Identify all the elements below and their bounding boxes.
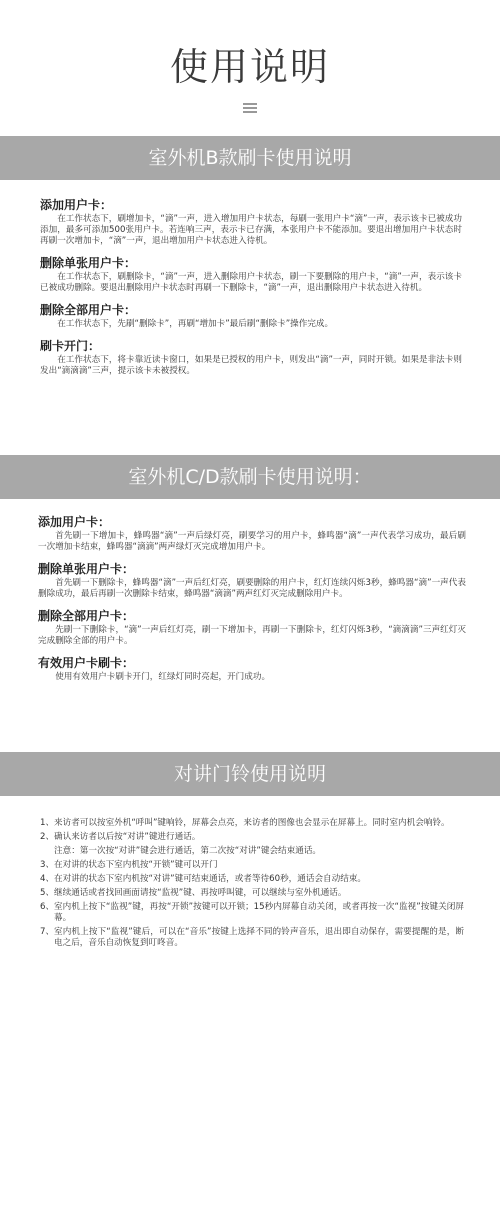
- section-banner: 室外机C/D款刷卡使用说明：: [0, 455, 500, 499]
- instruction-block: [40, 339, 462, 377]
- list-item: [40, 874, 464, 885]
- list-number: 6、: [40, 902, 55, 912]
- list-item: [40, 902, 464, 924]
- instruction-block: [40, 256, 462, 294]
- block-heading: 添加用户卡：: [38, 515, 111, 529]
- block-body: 使用有效用户卡刷卡开门，红绿灯同时亮起，开门成功。: [55, 672, 271, 682]
- list-item: [40, 927, 464, 949]
- page-title: 使用说明: [169, 45, 330, 89]
- list-number: 4、: [40, 874, 55, 884]
- list-item: [40, 832, 464, 843]
- section-banner: 室外机B款刷卡使用说明: [0, 136, 500, 180]
- block-heading: 有效用户卡刷卡：: [38, 656, 135, 670]
- list-number: 5、: [40, 888, 55, 898]
- list-text: 来访者可以按室外机“呼叫”键响铃，屏幕会点亮，来访者的图像也会显示在屏幕上。同时室内机会响铃。: [54, 818, 450, 828]
- list-item: [40, 888, 464, 899]
- section-banner: 对讲门铃使用说明: [0, 752, 500, 796]
- list-text: 继续通话或者找回画面请按“监视”键、再按呼叫键，可以继续与室外机通话。: [54, 888, 347, 898]
- block-heading: 刷卡开门：: [40, 339, 101, 353]
- block-body: 在工作状态下，先刷“删除卡”，再刷“增加卡”最后刷“删除卡”操作完成。: [57, 319, 334, 329]
- block-heading: 删除全部用户卡：: [40, 303, 137, 317]
- block-body: 在工作状态下，刷删除卡，“滴”一声，进入删除用户卡状态，刷一下要删除的用户卡，“滴”一声，表示该卡已被成功删除。要退出删除用户卡状态时再刷一下删除卡，“滴”一声，退出删除用户卡状态进入待机。: [40, 272, 462, 293]
- instruction-block: [40, 303, 462, 330]
- list-note: 注意：第一次按“对讲”键会进行通话，第二次按“对讲”键会结束通话。: [54, 846, 322, 856]
- block-heading: 添加用户卡：: [40, 198, 113, 212]
- block-heading: 删除单张用户卡：: [40, 256, 137, 270]
- list-text: 室内机上按下“监视”键后，可以在“音乐”按键上选择不同的铃声音乐，退出即自动保存，需要提醒的是，断电之后，音乐自动恢复到叮咚音。: [54, 927, 464, 948]
- list-text: 确认来访者以后按“对讲”键进行通话。: [54, 832, 201, 842]
- block-heading: 删除单张用户卡：: [38, 562, 135, 576]
- list-text: 室内机上按下“监视”键，再按“开锁”按键可以开锁；15秒内屏幕自动关闭，或者再按一次“监视”按键关闭屏幕。: [54, 902, 464, 923]
- section-content: [40, 198, 462, 386]
- list-number: 2、: [40, 832, 55, 842]
- block-body: 在工作状态下，将卡靠近读卡窗口，如果是已授权的用户卡，则发出“滴”一声，同时开锁。如果是非法卡则发出“滴滴滴”三声，提示该卡未被授权。: [40, 355, 462, 376]
- instruction-list: [40, 818, 464, 952]
- block-body: 首先刷一下删除卡，蜂鸣器“滴”一声后红灯亮，刷要删除的用户卡，红灯连续闪烁3秒，蜂鸣器“滴”一声代表删除成功，最后再刷一次删除卡结束，蜂鸣器“滴滴”两声红灯灭完成删除用户卡。: [38, 578, 466, 599]
- list-number: 3、: [40, 860, 55, 870]
- list-text: 在对讲的状态下室内机按“对讲”键可结束通话，或者等待60秒，通话会自动结束。: [54, 874, 367, 884]
- block-heading: 删除全部用户卡：: [38, 609, 135, 623]
- block-body: 首先刷一下增加卡，蜂鸣器“滴”一声后绿灯亮，刷要学习的用户卡，蜂鸣器“滴”一声代表学习成功，最后刷一次增加卡结束，蜂鸣器“滴滴”两声绿灯灭完成增加用户卡。: [38, 531, 466, 552]
- instruction-block: [38, 656, 466, 683]
- list-text: 在对讲的状态下室内机按“开锁”键可以开门: [54, 860, 218, 870]
- block-body: 先刷一下删除卡，“滴”一声后红灯亮，刷一下增加卡，再刷一下删除卡，红灯闪烁3秒，“滴滴滴”三声红灯灭完成删除全部的用户卡。: [38, 625, 466, 646]
- instruction-block: [40, 198, 462, 247]
- list-item: [40, 818, 464, 829]
- block-body: 在工作状态下，刷增加卡，“滴”一声，进入增加用户卡状态，每刷一张用户卡“滴”一声，表示该卡已被成功添加，最多可添加500张用户卡。若连响三声，表示卡已存满，本张用户卡不能添加。要退出增加用户卡状态时再刷一次增加卡，“滴”一声，退出增加用户卡状态进入待机。: [40, 214, 462, 246]
- list-item: [40, 860, 464, 871]
- instruction-block: [38, 515, 466, 553]
- section-content: [38, 515, 466, 692]
- instruction-block: [38, 562, 466, 600]
- list-number: 7、: [40, 927, 55, 937]
- list-number: 1、: [40, 818, 55, 828]
- menu-icon: [243, 103, 257, 113]
- instruction-block: [38, 609, 466, 647]
